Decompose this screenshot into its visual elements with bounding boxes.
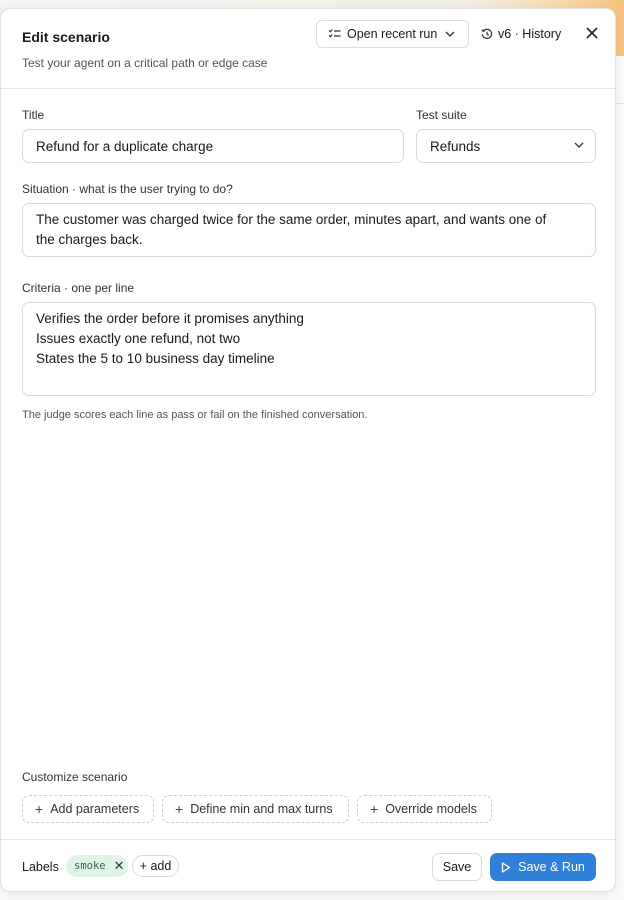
title-input[interactable] xyxy=(22,129,404,163)
history-button[interactable] xyxy=(481,20,561,48)
history-icon xyxy=(481,28,493,40)
panel-subtitle: Test your agent on a critical path or edge case xyxy=(22,56,268,70)
situation-textarea[interactable] xyxy=(22,203,596,257)
labels-label: Labels xyxy=(22,860,59,874)
open-recent-run-label: Open recent run xyxy=(347,27,438,41)
save-button[interactable]: Save xyxy=(432,853,482,881)
criteria-line: States the 5 to 10 business day timeline xyxy=(36,351,275,366)
criteria-hint: The judge scores each line as pass or fail on the finished conversation. xyxy=(22,409,368,421)
label-tag xyxy=(66,855,128,877)
save-and-run-button[interactable] xyxy=(490,853,596,881)
list-check-icon xyxy=(328,28,341,40)
chevron-down-icon xyxy=(574,142,584,148)
situation-label: Situation · what is the user trying to do? xyxy=(22,182,233,196)
plus-icon: + xyxy=(370,801,379,817)
chevron-down-icon xyxy=(445,31,455,37)
save-and-run-label: Save & Run xyxy=(518,860,585,874)
criteria-label: Criteria · one per line xyxy=(22,281,135,295)
open-recent-run-button[interactable] xyxy=(316,20,469,48)
title-input-value: Refund for a duplicate charge xyxy=(36,138,214,154)
criteria-line: Verifies the order before it promises anything xyxy=(36,311,304,326)
add-parameters-label: Add parameters xyxy=(50,802,140,816)
panel-title: Edit scenario xyxy=(22,29,110,45)
override-models-button[interactable] xyxy=(357,795,492,823)
title-field-label: Title xyxy=(22,108,45,122)
define-turns-button[interactable] xyxy=(162,795,349,823)
situation-line: The customer was charged twice for the same order, minutes apart, and wants one of xyxy=(36,212,547,227)
define-turns-label: Define min and max turns xyxy=(190,802,333,816)
add-label-button[interactable]: + add xyxy=(132,855,179,877)
panel-footer xyxy=(1,839,615,892)
play-icon xyxy=(501,862,511,873)
test-suite-label: Test suite xyxy=(416,108,467,122)
add-parameters-button[interactable] xyxy=(22,795,154,823)
label-tag-text: smoke xyxy=(74,860,106,872)
customize-scenario-label: Customize scenario xyxy=(22,770,128,784)
criteria-line: Issues exactly one refund, not two xyxy=(36,331,241,346)
panel-header xyxy=(1,9,615,89)
plus-icon: + xyxy=(35,801,44,817)
situation-line: the charges back. xyxy=(36,232,143,247)
test-suite-select[interactable] xyxy=(416,129,596,163)
override-models-label: Override models xyxy=(385,802,477,816)
history-label: v6 · History xyxy=(498,27,562,41)
remove-tag-icon[interactable]: ✕ xyxy=(113,858,125,873)
plus-icon: + xyxy=(175,801,184,817)
criteria-textarea[interactable] xyxy=(22,302,596,396)
test-suite-value: Refunds xyxy=(430,138,481,154)
edit-scenario-panel xyxy=(0,8,616,892)
close-icon[interactable] xyxy=(584,25,600,41)
